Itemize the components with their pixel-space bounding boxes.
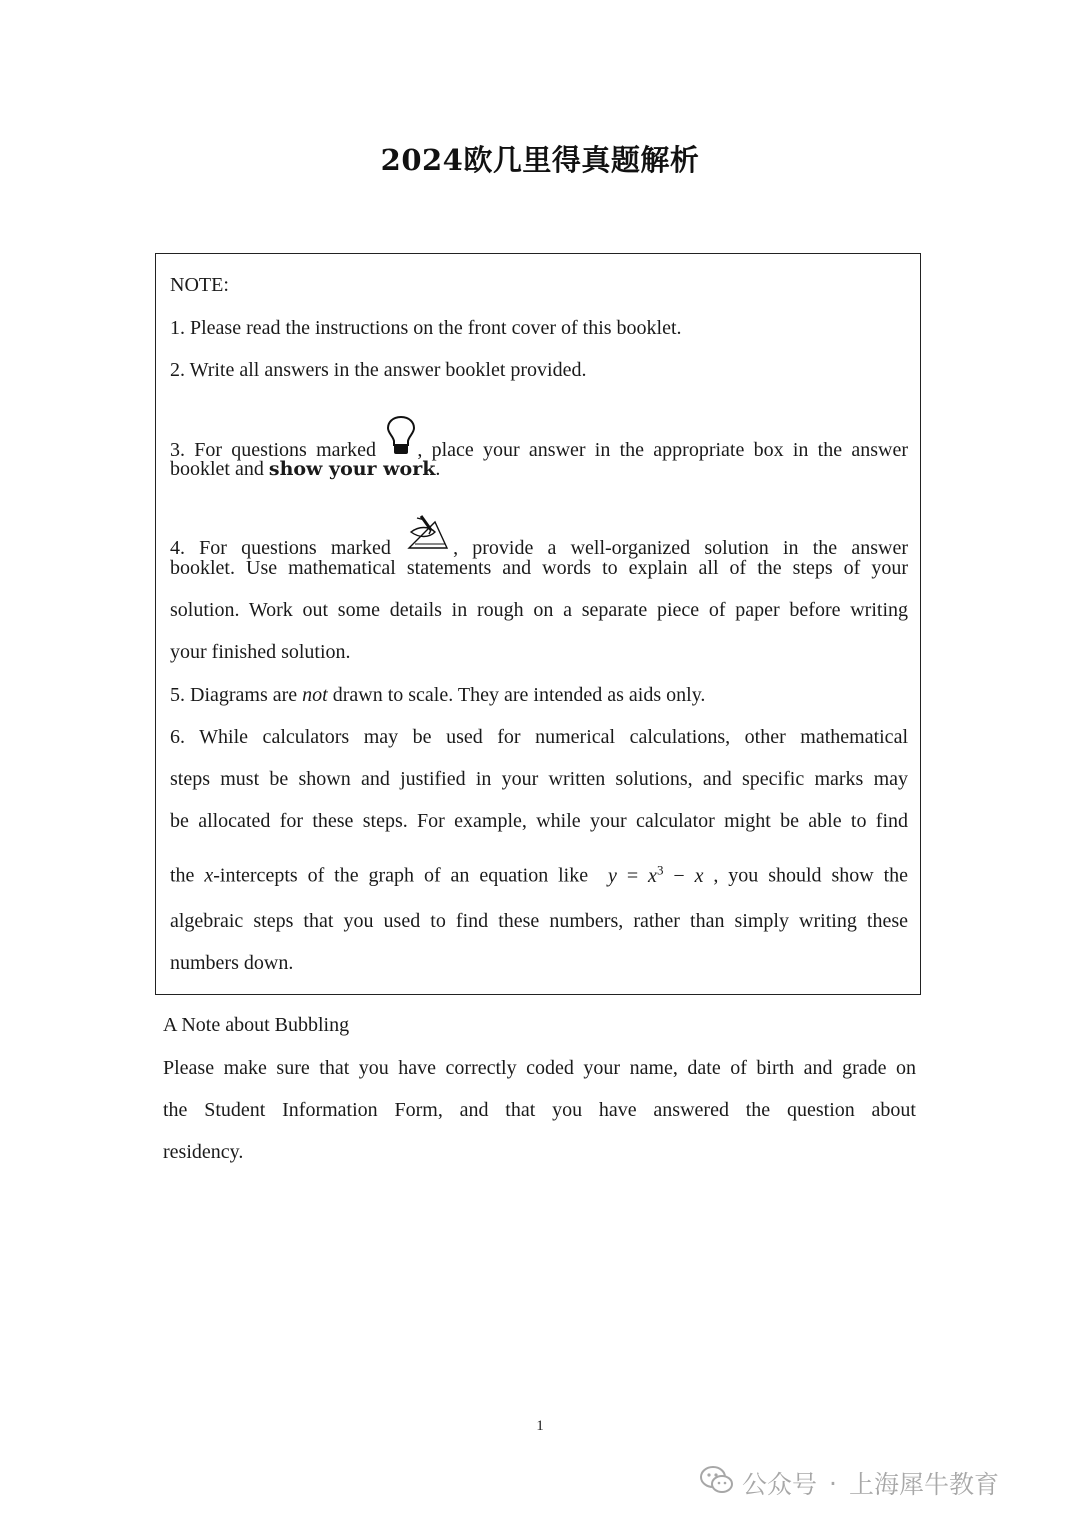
- not-emphasis: not: [302, 684, 328, 706]
- show-your-work-emphasis: show your work: [268, 458, 436, 480]
- note-heading: NOTE:: [170, 274, 229, 296]
- note-item-6-line-3: be allocated for these steps. For example, while your calculator might be able to find: [170, 810, 908, 832]
- note-item-4-suffix: , provide a well-organized solution in the answer: [453, 537, 908, 559]
- note-item-4-line-3: solution. Work out some details in rough on a separate piece of paper before writing: [170, 599, 908, 621]
- note-item-6-line-1: 6. While calculators may be used for numerical calculations, other mathematical: [170, 726, 908, 748]
- note-item-5: 5. Diagrams are not drawn to scale. They are intended as aids only.: [170, 684, 706, 706]
- equation: $y = x^3 - x$: [608, 862, 704, 887]
- note-item-4-line-4: your finished solution.: [170, 641, 351, 663]
- pencil-icon: [405, 514, 453, 561]
- bubbling-line-2: the Student Information Form, and that you have answered the question about: [163, 1099, 916, 1121]
- page-title: 2024欧几里得真题解析: [380, 143, 700, 177]
- note-box: [155, 253, 921, 995]
- x-variable: x: [204, 864, 214, 887]
- bubbling-line-3: residency.: [163, 1141, 244, 1163]
- bubbling-line-1: Please make sure that you have correctly coded your name, date of birth and grade on: [163, 1057, 916, 1079]
- note-item-3-suffix: , place your answer in the appropriate box in the answer: [417, 439, 908, 461]
- note-item-4-prefix: 4. For questions marked: [170, 537, 391, 559]
- watermark-separator: ·: [829, 1468, 837, 1498]
- note-item-6-line-6: numbers down.: [170, 952, 294, 974]
- bubbling-heading: A Note about Bubbling: [163, 1014, 350, 1036]
- watermark: [700, 1463, 999, 1503]
- page-number: 1: [536, 1418, 544, 1434]
- watermark-label: 公众号: [742, 1470, 818, 1499]
- note-item-6-line-2: steps must be shown and justified in your written solutions, and specific marks may: [170, 768, 908, 790]
- note-item-6-line-5: algebraic steps that you used to find these numbers, rather than simply writing these: [170, 910, 908, 932]
- wechat-icon: [700, 1465, 734, 1501]
- note-item-4-line-1: [170, 514, 908, 561]
- note-item-3-line-2: booklet and show your work.: [170, 458, 441, 480]
- note-item-3-prefix: 3. For questions marked: [170, 439, 377, 461]
- note-item-6-line-4: the x-intercepts of the graph of an equation like $y = x^3 - x$ , you should show the: [170, 862, 909, 887]
- note-item-4-line-2: booklet. Use mathematical statements and words to explain all of the steps of your: [170, 557, 908, 579]
- note-item-1: 1. Please read the instructions on the front cover of this booklet.: [170, 317, 682, 339]
- watermark-account: 上海犀牛教育: [848, 1470, 999, 1499]
- note-item-2: 2. Write all answers in the answer booklet provided.: [170, 359, 587, 381]
